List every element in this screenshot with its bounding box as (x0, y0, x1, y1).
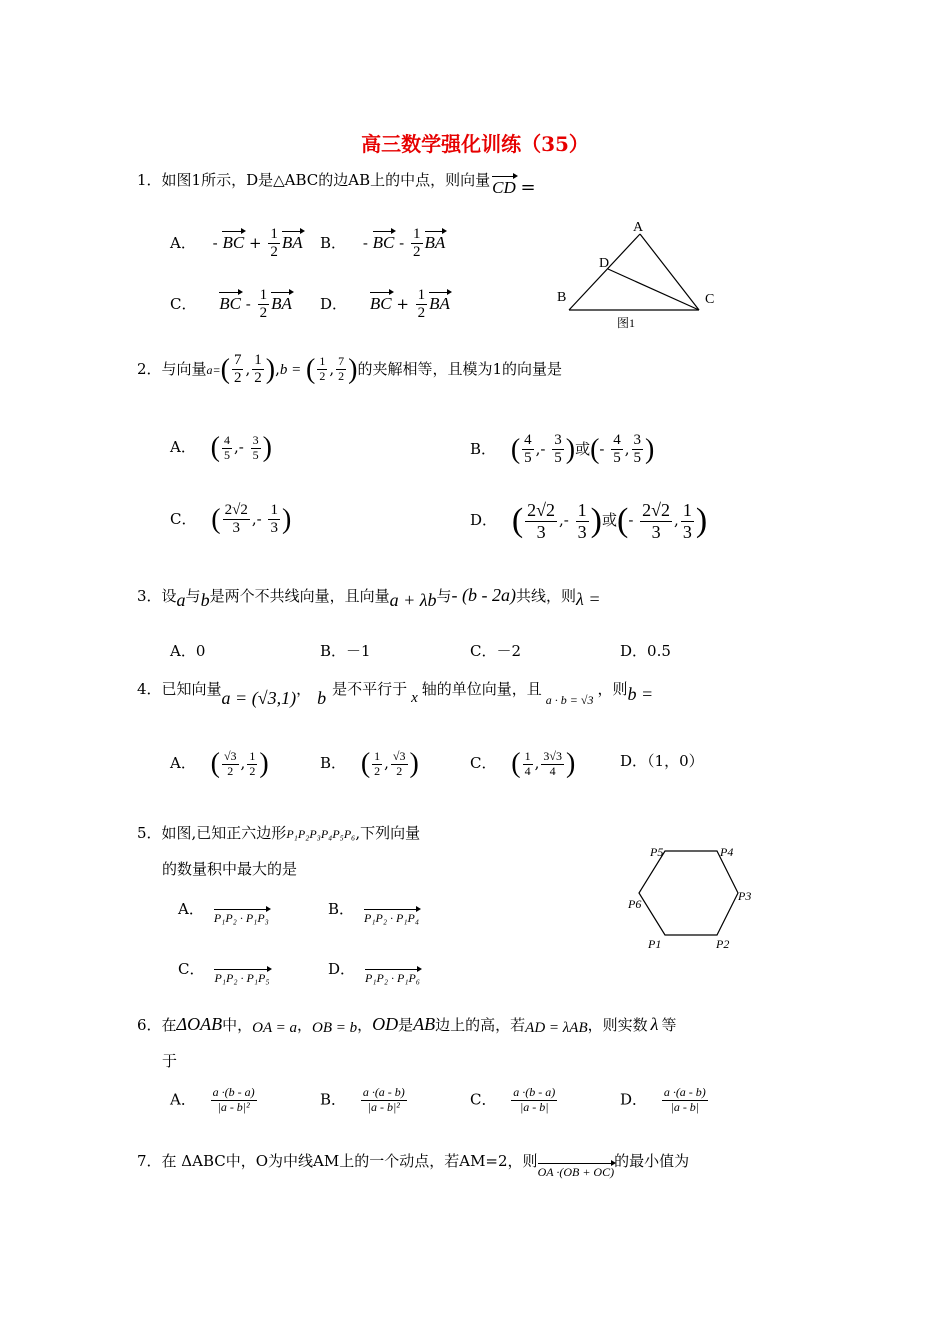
figure-label: 图1 (617, 316, 636, 330)
q2-stem: 2．与向量a=( $\frac{7}{2}$ , $\frac{1}{2}$ ),b = ( $\frac{1}{2}$ , $\frac{7}{2}$ )的夹解相等，且模为1的向量是 (137, 352, 563, 387)
q5-option-d: D． P₁P₂ · P₁P₆ (328, 960, 421, 985)
p3-label: P3 (738, 889, 752, 903)
q3-option-d: D．0.5 (620, 642, 671, 660)
q5-line1: 5．如图,已知正六边形P₁P₂P₃P₄P₅P₆,下列向量 (137, 824, 421, 842)
q2-option-a: A． ( $\frac{4}{5}$ ,- $\frac{3}{5}$ ) (170, 432, 272, 463)
page-title: 高三数学强化训练（35） (361, 132, 589, 156)
q1-option-a: A． - BC + $\frac{1}{2}$ BA (170, 226, 303, 261)
q6-option-c: C． $\frac{a \cdot(b - a)}{|a - b|}$ (470, 1085, 556, 1114)
q6-option-b: B． $\frac{a \cdot(a - b)}{\text{|a - b|²}}$ (320, 1085, 405, 1114)
q6-option-d: D． $\frac{a \cdot(a - b)}{|a - b|}$ (620, 1085, 706, 1114)
q2-option-c: C． ( $\frac{2√2}{3}$ ,- $\frac{1}{3}$ ) (170, 502, 292, 537)
q3-option-b: B．－1 (320, 642, 371, 660)
q1-option-d: D． BC + $\frac{1}{2}$ BA (320, 287, 450, 322)
q3-stem: 3．设a与b是两个不共线向量，且向量a + λb与- (b - 2a)共线，则λ = (137, 585, 601, 610)
p2-label: P2 (716, 937, 730, 951)
q4-option-b: B． ( $\frac{1}{2}$ , $\frac{√3}{2}$ ) (320, 748, 419, 779)
q4-stem: 4．已知向量a = (√3,1)， b 是不平行于 x 轴的单位向量，且$_{a \cdot b = √3}$，则b = (137, 680, 654, 708)
median-cd (608, 269, 699, 310)
point-a-label: A (633, 220, 644, 235)
q3-option-a: A．0 (170, 642, 206, 660)
q5-option-c: C． P₁P₂ · P₁P₅ (178, 960, 270, 985)
q5-option-a: A． P₁P₂ · P₁P₃ (178, 900, 269, 925)
p6-label: P6 (628, 897, 642, 911)
q5-line2: 的数量积中最大的是 (162, 860, 298, 878)
q2-option-b: B． ( $\frac{4}{5}$ ,- $\frac{3}{5}$ )或(- $\frac{4}{5}$ , $\frac{3}{5}$ ) (470, 432, 655, 467)
p1-label: P1 (648, 937, 662, 951)
triangle-figure (555, 215, 725, 335)
q1-stem: 1．如图1所示，D是△ABC的边AB上的中点，则向量 CD = (137, 171, 536, 198)
edge-ba (569, 234, 640, 310)
q4-option-c: C． ( $\frac{1}{4}$ , $\frac{3√3}{4}$ ) (470, 748, 576, 779)
q5-option-b: B． P₁P₂ · P₁P₄ (328, 900, 420, 925)
hexagon-shape (639, 851, 738, 935)
q1-option-c: C． BC - $\frac{1}{2}$ BA (170, 287, 292, 322)
point-c-label: C (705, 292, 715, 307)
q6-line2: 于 (162, 1052, 178, 1070)
p4-label: P4 (720, 845, 734, 859)
q4-option-d: D．（1，0） (620, 752, 704, 770)
q1-option-b: B． - BC - $\frac{1}{2}$ BA (320, 226, 446, 261)
q6-option-a: A． $\frac{a \cdot(b - a)}{\text{|a - b|²}}$ (170, 1085, 255, 1114)
q7-stem: 7．在 ΔABC中，O为中线AM上的一个动点，若AM=2，则OA ·(OB + OC)的最小值为 (137, 1152, 690, 1179)
hexagon-figure (620, 838, 760, 956)
point-b-label: B (557, 290, 567, 305)
vec-cd: CD (492, 174, 516, 198)
p5-label: P5 (650, 845, 664, 859)
q3-option-c: C．－2 (470, 642, 522, 660)
q4-option-a: A． ( $\frac{√3}{2}$ , $\frac{1}{2}$ ) (170, 748, 269, 779)
q2-option-d: D． ( $\frac{2√2}{3}$ ,- $\frac{1}{3}$ )或(- $\frac{2√2}{3}$ , $\frac{1}{3}$ ) (470, 500, 708, 542)
q6-stem: 6．在ΔOAB中，OA = a，OB = b，OD是AB边上的高，若AD = λAB，则实数 λ 等 (137, 1014, 677, 1036)
point-d-label: D (599, 256, 610, 271)
edge-ac (640, 234, 699, 310)
